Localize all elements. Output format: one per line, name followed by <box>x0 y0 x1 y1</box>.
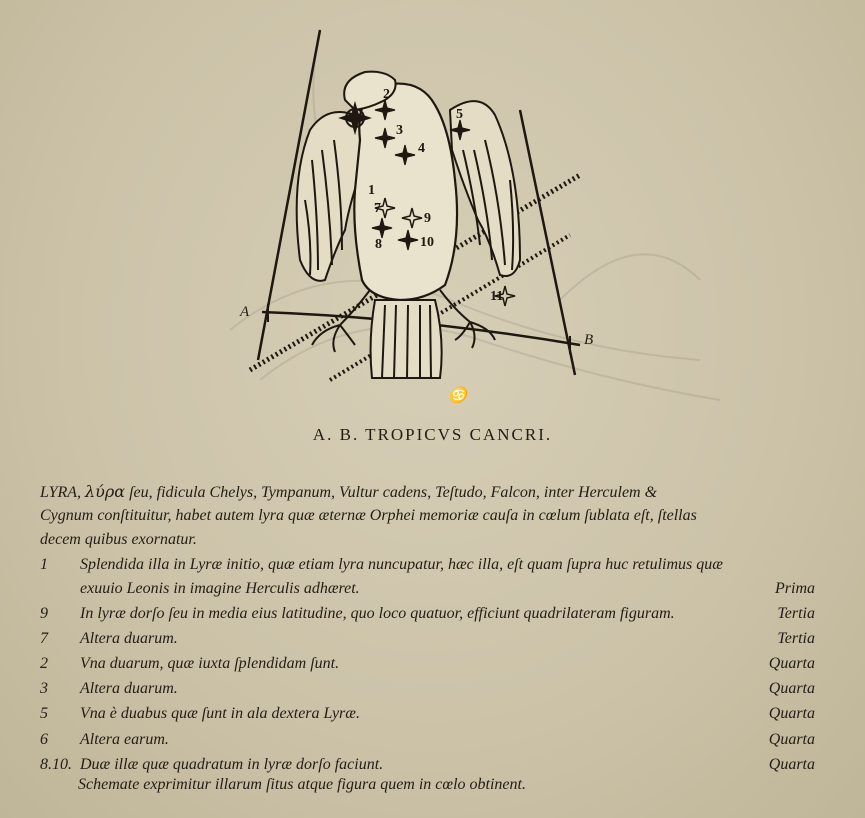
star-description: exuuio Leonis in imagine Herculis adhæret. <box>80 580 360 597</box>
star-description: Altera earum. <box>80 731 169 748</box>
eagle-tail <box>371 300 442 378</box>
star-magnitude: Quarta <box>768 756 815 773</box>
star-row <box>40 605 815 629</box>
star-magnitude: Quarta <box>768 731 815 748</box>
star-row <box>40 630 815 654</box>
star-row <box>40 731 815 755</box>
star-description: Vna è duabus quæ ſunt in ala dextera Lyræ. <box>80 705 360 722</box>
meridian-line-right <box>520 110 575 375</box>
star-number-9: 9 <box>424 211 431 226</box>
star-description: Splendida illa in Lyræ initio, quæ etiam lyra nuncupatur, hæc illa, eſt quam ſupra huc retulimus quæ <box>80 556 723 573</box>
star-magnitude: Quarta <box>768 680 815 697</box>
star-row <box>40 680 815 704</box>
star-description: In lyræ dorſo ſeu in media eius latitudine, quo loco quatuor, efficiunt quadrilateram figuram. <box>80 605 675 622</box>
point-label-a: A <box>240 304 250 320</box>
star-number-4: 4 <box>418 141 425 156</box>
point-label-b: B <box>584 332 594 348</box>
star-number: 8.10. <box>40 756 72 773</box>
star-description: Altera duarum. <box>80 630 178 647</box>
star-description: Duæ illæ quæ quadratum in lyræ dorſo faciunt. <box>80 756 384 773</box>
star-magnitude: Quarta <box>768 705 815 722</box>
star-row <box>40 556 815 580</box>
star-number: 7 <box>40 630 48 647</box>
star-number: 5 <box>40 705 48 722</box>
intro-line-1: LYRA, λύρα ſeu, fidicula Chelys, Tympanum, Vultur cadens, Teſtudo, Falcon, inter Herculem & <box>40 482 658 501</box>
star-number-3: 3 <box>396 123 403 138</box>
star-number-11: 11 <box>490 289 504 304</box>
star-number-8: 8 <box>375 237 382 252</box>
star-number-1: 1 <box>368 183 375 198</box>
star-magnitude: Tertia <box>777 630 815 647</box>
figure-caption: A. B. TROPICVS CANCRI. <box>312 425 553 444</box>
star-description: Vna duarum, quæ iuxta ſplendidam ſunt. <box>80 655 340 672</box>
intro-line-3: decem quibus exornatur. <box>40 531 197 548</box>
star-magnitude: Prima <box>775 580 815 597</box>
star-number: 2 <box>40 655 48 672</box>
star-row <box>40 705 815 729</box>
intro-line-2: Cygnum conſtituitur, habet autem lyra quæ æternæ Orphei memoriæ cauſa in cœlum ſublata eſt, ſtellas <box>40 507 697 524</box>
star-magnitude: Tertia <box>777 605 815 622</box>
star-number: 3 <box>40 680 48 697</box>
star-number: 1 <box>40 556 48 573</box>
star-number-10: 10 <box>420 235 434 250</box>
star-number-7: 7 <box>374 201 381 216</box>
cancer-symbol: ♋ <box>448 388 467 404</box>
star-row <box>40 580 815 604</box>
star-number: 6 <box>40 731 48 748</box>
star-number: 9 <box>40 605 48 622</box>
star-number-2: 2 <box>383 87 390 102</box>
star-magnitude: Quarta <box>768 655 815 672</box>
closing-line: Schemate exprimitur illarum ſitus atque figura quem in cœlo obtinent. <box>78 776 526 793</box>
star-row <box>40 655 815 679</box>
star-number-5: 5 <box>456 107 463 122</box>
star-description: Altera duarum. <box>80 680 178 697</box>
